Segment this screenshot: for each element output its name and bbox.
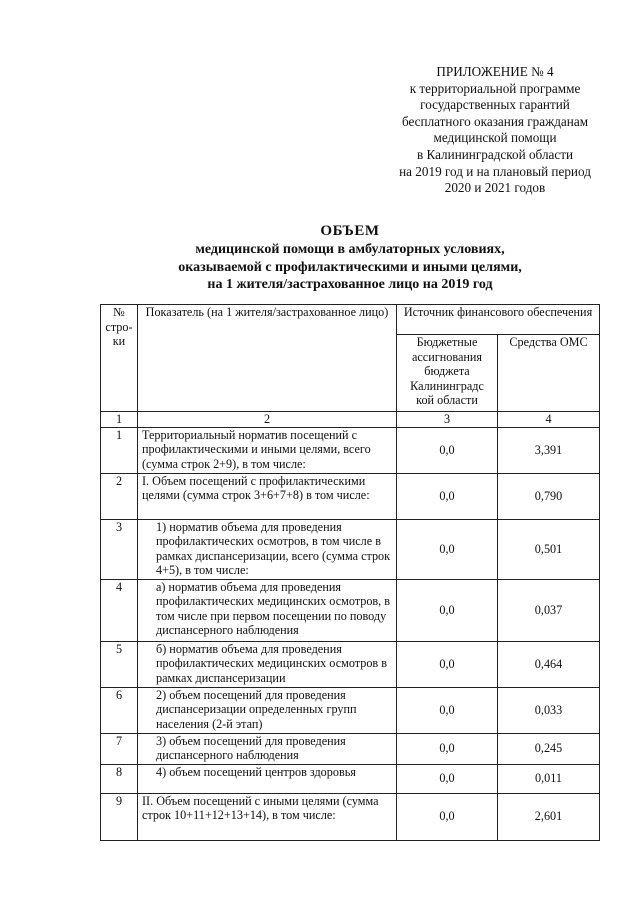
- row-number: 1: [101, 427, 138, 473]
- row-budget-value: 0,0: [397, 764, 498, 793]
- row-label: II. Объем посещений с иными целями (сумма строк 10+11+12+13+14), в том числе:: [138, 793, 397, 840]
- row-budget-value: 0,0: [397, 733, 498, 764]
- appendix-block: [370, 64, 620, 197]
- row-number: 8: [101, 764, 138, 793]
- column-number: 1: [101, 412, 138, 428]
- table-row: [101, 519, 600, 579]
- row-number: 6: [101, 687, 138, 733]
- document-heading: [110, 222, 590, 294]
- row-oms-value: 2,601: [498, 793, 600, 840]
- header-indicator: Показатель (на 1 жителя/застрахованное лицо): [138, 305, 397, 412]
- row-label: 2) объем посещений для проведения диспансеризации определенных групп населения (2-й этап): [138, 687, 397, 733]
- row-label: 3) объем посещений для проведения диспансерного наблюдения: [138, 733, 397, 764]
- row-number: 4: [101, 579, 138, 641]
- row-budget-value: 0,0: [397, 687, 498, 733]
- column-number: 2: [138, 412, 397, 428]
- row-oms-value: 0,011: [498, 764, 600, 793]
- table-row: [101, 733, 600, 764]
- row-label: Территориальный норматив посещений с профилактическими и иными целями, всего (сумма строк 2+9), в том числе:: [138, 427, 397, 473]
- row-budget-value: 0,0: [397, 579, 498, 641]
- row-label: 4) объем посещений центров здоровья: [138, 764, 397, 793]
- column-number: 3: [397, 412, 498, 428]
- appendix-line: медицинской помощи: [433, 130, 557, 146]
- row-budget-value: 0,0: [397, 519, 498, 579]
- row-oms-value: 0,037: [498, 579, 600, 641]
- appendix-line: ПРИЛОЖЕНИЕ № 4: [436, 64, 554, 79]
- volume-table: [100, 304, 600, 841]
- row-label: а) норматив объема для проведения профилактических медицинских осмотров, в том числе при первом посещении по поводу диспансерного наблюдения: [138, 579, 397, 641]
- header-funding-source: Источник финансового обеспечения: [397, 305, 600, 335]
- appendix-line: в Калининградской области: [416, 146, 574, 162]
- table-row: [101, 764, 600, 793]
- row-label: 1) норматив объема для проведения профилактических осмотров, в том числе в рамках диспансеризации, всего (сумма строк 4+5), в том числе:: [138, 519, 397, 579]
- row-oms-value: 0,033: [498, 687, 600, 733]
- table-row: [101, 793, 600, 840]
- document-subtitle-line: медицинской помощи в амбулаторных условиях,: [195, 242, 505, 257]
- table-row: [101, 473, 600, 519]
- row-number: 3: [101, 519, 138, 579]
- row-oms-value: 0,245: [498, 733, 600, 764]
- header-row-number: № стро-ки: [101, 305, 138, 412]
- document-subtitle-line: оказываемой с профилактическими и иными целями,: [178, 259, 522, 275]
- column-number: 4: [498, 412, 600, 428]
- header-oms: Средства ОМС: [498, 335, 600, 412]
- row-budget-value: 0,0: [397, 473, 498, 519]
- row-number: 5: [101, 641, 138, 687]
- row-budget-value: 0,0: [397, 793, 498, 840]
- row-number: 9: [101, 793, 138, 840]
- row-number: 7: [101, 733, 138, 764]
- row-label: б) норматив объема для проведения профилактических медицинских осмотров в рамках диспансеризации: [138, 641, 397, 687]
- row-budget-value: 0,0: [397, 427, 498, 473]
- row-oms-value: 3,391: [498, 427, 600, 473]
- row-number: 2: [101, 473, 138, 519]
- table-row: [101, 687, 600, 733]
- appendix-line: 2020 и 2021 годов: [444, 180, 546, 196]
- table-row: [101, 579, 600, 641]
- row-oms-value: 0,501: [498, 519, 600, 579]
- appendix-line: бесплатного оказания гражданам: [401, 113, 589, 129]
- document-subtitle-line: на 1 жителя/застрахованное лицо на 2019 год: [207, 277, 493, 292]
- appendix-line: к территориальной программе: [409, 80, 581, 96]
- appendix-line: на 2019 год и на плановый период: [399, 163, 591, 179]
- row-budget-value: 0,0: [397, 641, 498, 687]
- table-header-row: [101, 305, 600, 335]
- row-oms-value: 0,790: [498, 473, 600, 519]
- row-oms-value: 0,464: [498, 641, 600, 687]
- column-numbers-row: [101, 412, 600, 428]
- table-row: [101, 427, 600, 473]
- header-budget: Бюджетные ассигнования бюджета Калининградс кой области: [397, 335, 498, 412]
- row-label: I. Объем посещений с профилактическими целями (сумма строк 3+6+7+8) в том числе:: [138, 473, 397, 519]
- document-title: ОБЪЕМ: [320, 223, 380, 239]
- appendix-line: государственных гарантий: [420, 97, 570, 113]
- table-row: [101, 641, 600, 687]
